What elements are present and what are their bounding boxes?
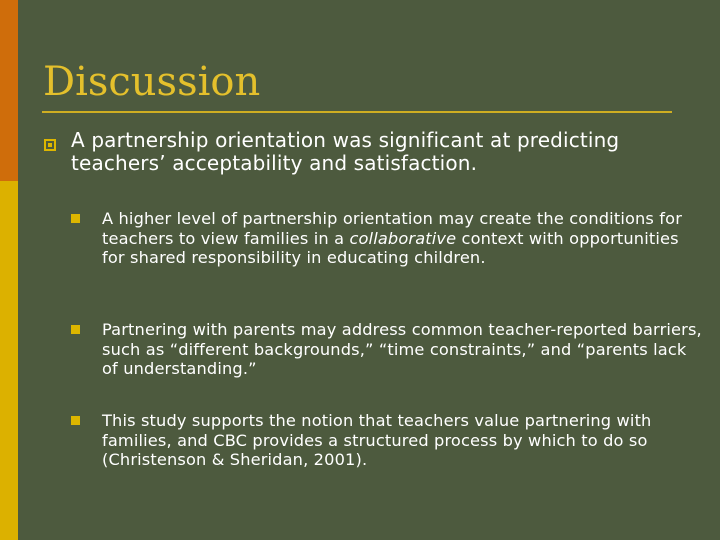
slide-title: Discussion	[43, 59, 261, 105]
sub-point-3: This study supports the notion that teachers value partnering with families, and CBC provides a structured process by which to do so (Christenson & Sheridan, 2001).	[102, 411, 652, 469]
accent-stripe-orange	[0, 0, 18, 181]
sub-point-2: Partnering with parents may address common teacher-reported barriers, such as “different backgrounds,” “time constraints,” and “parents lack of understanding.”	[102, 320, 702, 378]
solid-square-bullet-icon	[71, 214, 80, 223]
hollow-square-bullet-icon	[44, 139, 56, 151]
title-underline-divider	[42, 111, 672, 113]
sub-point-1-emphasis: collaborative	[349, 228, 457, 248]
sub-point-1	[102, 209, 702, 268]
sub-point-1-text-before: A higher level of partnership orientation may create the conditions for teachers to view families in a	[102, 209, 683, 248]
main-point-text: A partnership orientation was significant at predicting teachers’ acceptability and satisfaction.	[71, 128, 620, 175]
solid-square-bullet-icon	[71, 325, 80, 334]
solid-square-bullet-icon	[71, 416, 80, 425]
sub-point-1-text-after: context with opportunities for shared responsibility in educating children.	[102, 228, 679, 267]
accent-stripe-gold	[0, 181, 18, 540]
